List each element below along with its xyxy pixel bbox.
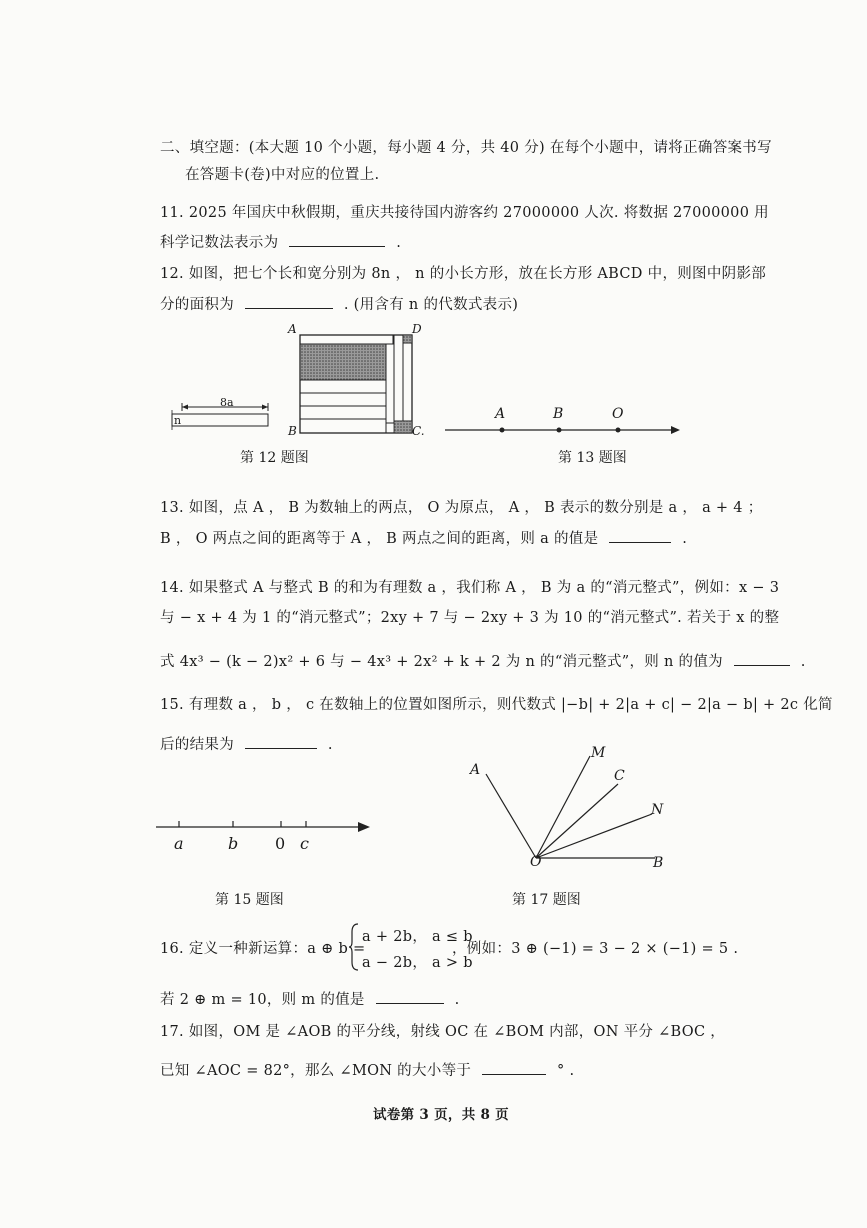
q12-line2 xyxy=(160,293,518,314)
fig15-label-b: b xyxy=(228,834,239,853)
fig17-label-o: O xyxy=(530,854,542,870)
fig15-label-c: c xyxy=(300,834,309,853)
fig15-label-a: a xyxy=(174,834,184,853)
q15-answer-blank[interactable] xyxy=(245,736,317,749)
q16-example: ，例如：3 ⊕ (−1) = 3 − 2 × (−1) = 5 . xyxy=(452,941,739,957)
q17-answer-blank[interactable] xyxy=(482,1062,546,1075)
q11-answer-blank[interactable] xyxy=(289,234,385,247)
q13-line2-end: . xyxy=(682,531,688,547)
q17-line1: 17. 如图，OM 是 ∠AOB 的平分线，射线 OC 在 ∠BOM 内部，ON 平分 ∠BOC ， xyxy=(160,1024,726,1040)
q17-line2-end: ° . xyxy=(557,1063,575,1079)
fig12-width-label: n xyxy=(174,414,182,427)
fig15-number-line xyxy=(150,815,375,837)
fig17-label-c: C xyxy=(614,768,625,784)
q14-line3-text: 式 4x³ − (k − 2)x² + 6 与 − 4x³ + 2x² + k + 2 为 n 的“消元整式”，则 n 的值为 xyxy=(160,654,723,670)
q16-answer-blank[interactable] xyxy=(376,991,444,1004)
q16-case1: a + 2b， a ≤ b xyxy=(362,929,473,945)
q16-line2 xyxy=(160,988,460,1009)
fig17-caption: 第 17 题图 xyxy=(512,892,581,908)
q13-line2-text: B ， O 两点之间的距离等于 A ， B 两点之间的距离，则 a 的值是 xyxy=(160,531,599,547)
q15-line2-text: 后的结果为 xyxy=(160,737,234,753)
q14-line2: 与 − x + 4 为 1 的“消元整式”；2xy + 7 与 − 2xy + 3 为 10 的“消元整式”. 若关于 x 的整 xyxy=(160,610,780,626)
q13-line2 xyxy=(160,527,687,548)
fig17-label-m: M xyxy=(591,745,606,761)
fig12-caption: 第 12 题图 xyxy=(240,450,309,466)
q12-answer-blank[interactable] xyxy=(245,296,333,309)
q13-line1: 13. 如图，点 A ， B 为数轴上的两点， O 为原点， A ， B 表示的数分别是 a ， a + 4 ； xyxy=(160,500,763,516)
section-header-line2: 在答题卡(卷)中对应的位置上. xyxy=(185,167,380,183)
q17-line2 xyxy=(160,1059,574,1080)
fig13-label-o: O xyxy=(612,406,624,422)
fig12-label-a: A xyxy=(288,322,297,336)
fig15-caption: 第 15 题图 xyxy=(215,892,284,908)
fig12-label-d: D xyxy=(412,322,422,336)
fig12-label-c: C. xyxy=(412,424,425,438)
q14-answer-blank[interactable] xyxy=(734,653,790,666)
q14-line1: 14. 如果整式 A 与整式 B 的和为有理数 a ，我们称 A ， B 为 a 的“消元整式”，例如：x − 3 xyxy=(160,580,780,596)
q16-line2-text: 若 2 ⊕ m = 10，则 m 的值是 xyxy=(160,992,365,1008)
page-footer: 试卷第 3 页，共 8 页 xyxy=(373,1107,509,1123)
q14-line3 xyxy=(160,650,806,671)
q16-prefix: 16. 定义一种新运算：a ⊕ b = xyxy=(160,941,366,957)
fig13-caption: 第 13 题图 xyxy=(558,450,627,466)
section-header-line1: 二、填空题：(本大题 10 个小题，每小题 4 分，共 40 分) 在每个小题中，请将正确答案书写 xyxy=(160,140,772,156)
q11-line1: 11. 2025 年国庆中秋假期，重庆共接待国内游客约 27000000 人次. 将数据 27000000 用 xyxy=(160,205,769,221)
q17-line2-text: 已知 ∠AOC = 82°，那么 ∠MON 的大小等于 xyxy=(160,1063,472,1079)
fig13-label-b: B xyxy=(553,406,564,422)
fig12-length-label: 8a xyxy=(220,396,234,409)
q16-case2: a − 2b， a > b xyxy=(362,955,473,971)
fig12-rectangle-abcd xyxy=(295,330,420,440)
q12-line2-end: . (用含有 n 的代数式表示) xyxy=(343,297,519,313)
q13-answer-blank[interactable] xyxy=(609,530,671,543)
q16-line2-end: . xyxy=(454,992,460,1008)
q11-line2 xyxy=(160,231,401,252)
q11-line2-end: . xyxy=(396,235,402,251)
fig17-label-b: B xyxy=(653,855,664,871)
fig12-label-b: B xyxy=(288,424,297,438)
fig15-label-zero: 0 xyxy=(275,834,286,853)
q15-line2-end: . xyxy=(327,737,333,753)
fig13-number-line xyxy=(440,420,685,440)
fig17-angle-diagram xyxy=(470,740,680,870)
q16-brace xyxy=(348,922,360,972)
q15-line2 xyxy=(160,733,333,754)
fig13-label-a: A xyxy=(495,406,506,422)
fig17-label-n: N xyxy=(651,802,664,818)
q15-line1: 15. 有理数 a ， b ， c 在数轴上的位置如图所示，则代数式 |−b| + 2|a + c| − 2|a − b| + 2c 化简 xyxy=(160,697,833,713)
fig17-label-a: A xyxy=(470,762,481,778)
q14-line3-end: . xyxy=(800,654,806,670)
q11-line2-text: 科学记数法表示为 xyxy=(160,235,279,251)
q12-line2-text: 分的面积为 xyxy=(160,297,234,313)
q12-line1: 12. 如图，把七个长和宽分别为 8n ， n 的小长方形，放在长方形 ABCD 中，则图中阴影部 xyxy=(160,266,767,282)
